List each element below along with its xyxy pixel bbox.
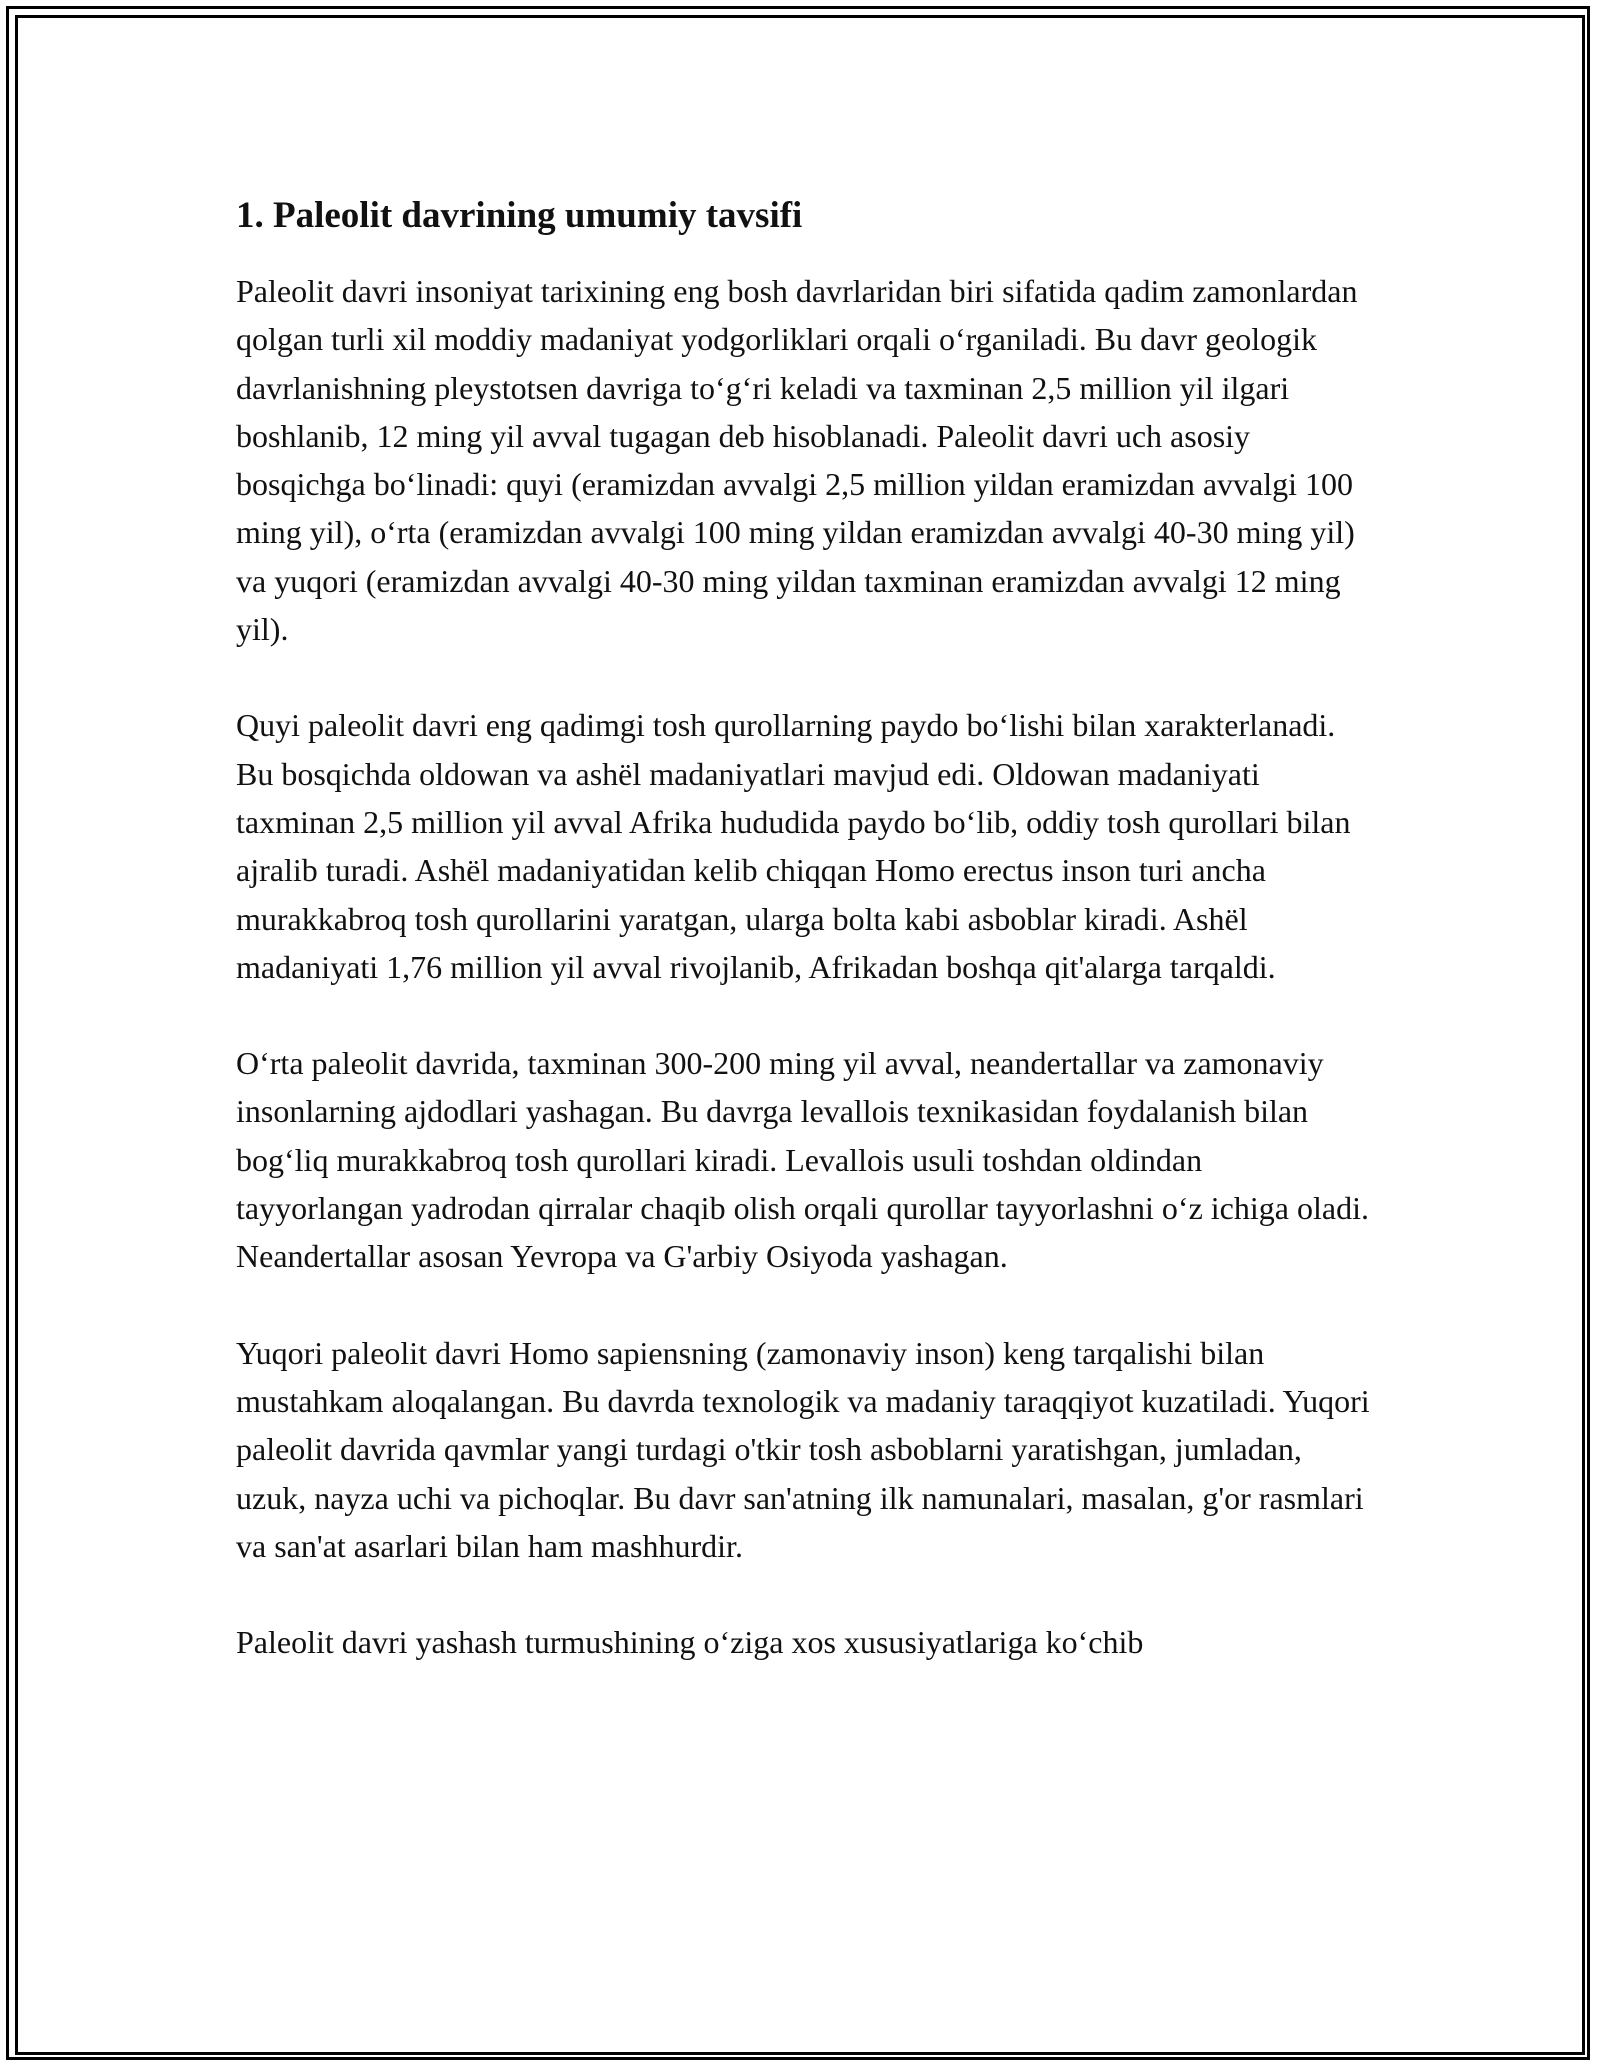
document-body (236, 178, 1376, 1714)
paragraph-lower-paleolithic: Quyi paleolit davri eng qadimgi tosh qurollarning paydo bo‘lishi bilan xarakterlanadi. Bu bosqichda oldowan va ashël madaniyatlari mavjud edi. Oldowan madaniyati taxminan 2,5 million yil avval Afrika hududida paydo bo‘lib, oddiy tosh qurollari bilan ajralib turadi. Ashël madaniyatidan kelib chiqqan Homo erectus inson turi ancha murakkabroq tosh qurollarini yaratgan, ularga bolta kabi asboblar kiradi. Ashël madaniyati 1,76 million yil avval rivojlanib, Afrikadan boshqa qit'alarga tarqaldi. (236, 707, 1351, 985)
paragraph-intro: Paleolit davri insoniyat tarixining eng bosh davrlaridan biri sifatida qadim zamonlardan qolgan turli xil moddiy madaniyat yodgorliklari orqali o‘rganiladi. Bu davr geologik davrlanishning pleystotsen davriga to‘g‘ri keladi va taxminan 2,5 million yil ilgari boshlanib, 12 ming yil avval tugagan deb hisoblanadi. Paleolit davri uch asosiy bosqichga bo‘linadi: quyi (eramizdan avvalgi 2,5 million yildan eramizdan avvalgi 100 ming yil), o‘rta (eramizdan avvalgi 100 ming yildan eramizdan avvalgi 40-30 ming yil) va yuqori (eramizdan avvalgi 40-30 ming yildan taxminan eramizdan avvalgi 12 ming yil). (236, 273, 1358, 648)
section-heading: 1. Paleolit davrining umumiy tavsifi (236, 195, 803, 236)
paragraph-lifestyle: Paleolit davri yashash turmushining o‘ziga xos xususiyatlariga ko‘chib (236, 1624, 1144, 1661)
paragraph-upper-paleolithic: Yuqori paleolit davri Homo sapiensning (zamonaviy inson) keng tarqalishi bilan mustahkam aloqalangan. Bu davrda texnologik va madaniy taraqqiyot kuzatiladi. Yuqori paleolit davrida qavmlar yangi turdagi o'tkir tosh asboblarni yaratishgan, jumladan, uzuk, nayza uchi va pichoqlar. Bu davr san'atning ilk namunalari, masalan, g'or rasmlari va san'at asarlari bilan ham mashhurdir. (236, 1334, 1370, 1564)
paragraph-middle-paleolithic: O‘rta paleolit davrida, taxminan 300-200 ming yil avval, neandertallar va zamonaviy insonlarning ajdodlari yashagan. Bu davrga levallois texnikasidan foydalanish bilan bog‘liq murakkabroq tosh qurollari kiradi. Levallois usuli toshdan oldindan tayyorlangan yadrodan qirralar chaqib olish orqali qurollar tayyorlashni o‘z ichiga oladi. Neandertallar asosan Yevropa va G'arbiy Osiyoda yashagan. (236, 1045, 1369, 1275)
